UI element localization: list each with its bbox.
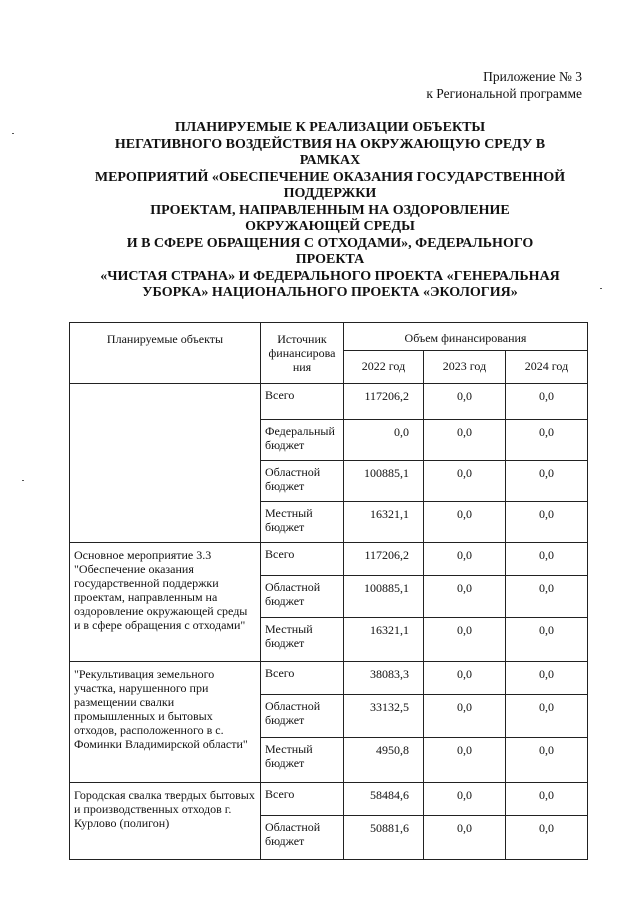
amount-cell-2024: 0,0 — [506, 662, 588, 695]
amount-cell-2024: 0,0 — [506, 816, 588, 860]
planned-object-cell: Городская свалка твердых бытовых и производственных отходов г. Курлово (полигон) — [70, 783, 261, 860]
header-source: Источник финансирова ния — [261, 323, 344, 384]
amount-cell-2022: 38083,3 — [344, 662, 424, 695]
title-line: НЕГАТИВНОГО ВОЗДЕЙСТВИЯ НА ОКРУЖАЮЩУЮ СРЕДУ В — [114, 136, 546, 152]
amount-cell-2023: 0,0 — [424, 783, 506, 816]
header-funding: Объем финансирования — [344, 323, 588, 351]
amount-cell-2024: 0,0 — [506, 461, 588, 502]
appendix-number: Приложение № 3 — [483, 69, 582, 84]
document-title — [70, 120, 590, 302]
funding-source-cell: Всего — [261, 384, 344, 420]
table-row — [70, 662, 588, 695]
amount-cell-2023: 0,0 — [424, 618, 506, 662]
amount-cell-2023: 0,0 — [424, 576, 506, 618]
header-objects: Планируемые объекты — [70, 323, 261, 384]
title-line: И В СФЕРЕ ОБРАЩЕНИЯ С ОТХОДАМИ», ФЕДЕРАЛЬНОГО — [126, 235, 534, 251]
header-year-2022: 2022 год — [344, 351, 424, 384]
amount-cell-2022: 33132,5 — [344, 695, 424, 738]
scan-speck — [12, 133, 14, 134]
amount-cell-2024: 0,0 — [506, 543, 588, 576]
amount-cell-2023: 0,0 — [424, 816, 506, 860]
title-line: РАМКАХ — [299, 153, 361, 168]
table-row — [70, 543, 588, 576]
amount-cell-2023: 0,0 — [424, 420, 506, 461]
title-line: ПЛАНИРУЕМЫЕ К РЕАЛИЗАЦИИ ОБЪЕКТЫ — [174, 120, 486, 135]
funding-source-cell: Местный бюджет — [261, 738, 344, 783]
funding-source-cell: Местный бюджет — [261, 618, 344, 662]
amount-cell-2024: 0,0 — [506, 738, 588, 783]
amount-cell-2024: 0,0 — [506, 576, 588, 618]
amount-cell-2022: 117206,2 — [344, 543, 424, 576]
funding-source-cell: Местный бюджет — [261, 502, 344, 543]
title-line: УБОРКА» НАЦИОНАЛЬНОГО ПРОЕКТА «ЭКОЛОГИЯ» — [142, 285, 518, 300]
planned-object-cell — [70, 384, 261, 543]
amount-cell-2023: 0,0 — [424, 384, 506, 420]
amount-cell-2023: 0,0 — [424, 502, 506, 543]
amount-cell-2022: 100885,1 — [344, 461, 424, 502]
funding-source-cell: Всего — [261, 783, 344, 816]
planned-object-cell: Основное мероприятие 3.3 "Обеспечение оказания государственной поддержки проектам, направленным на оздоровление окружающей среды и в сфере обращения с отходами" — [70, 543, 261, 662]
header-year-2023: 2023 год — [424, 351, 506, 384]
header-year-2024: 2024 год — [506, 351, 588, 384]
amount-cell-2024: 0,0 — [506, 384, 588, 420]
amount-cell-2023: 0,0 — [424, 695, 506, 738]
funding-source-cell: Областной бюджет — [261, 816, 344, 860]
funding-source-cell: Федеральный бюджет — [261, 420, 344, 461]
appendix-program: к Региональной программе — [426, 86, 582, 101]
amount-cell-2024: 0,0 — [506, 695, 588, 738]
amount-cell-2022: 100885,1 — [344, 576, 424, 618]
amount-cell-2022: 16321,1 — [344, 502, 424, 543]
funding-source-cell: Областной бюджет — [261, 576, 344, 618]
amount-cell-2022: 4950,8 — [344, 738, 424, 783]
amount-cell-2022: 50881,6 — [344, 816, 424, 860]
scan-speck — [600, 288, 602, 289]
amount-cell-2024: 0,0 — [506, 618, 588, 662]
title-line: ПОДДЕРЖКИ — [283, 186, 377, 201]
scan-speck — [22, 480, 24, 481]
amount-cell-2022: 16321,1 — [344, 618, 424, 662]
amount-cell-2022: 117206,2 — [344, 384, 424, 420]
title-line: ОКРУЖАЮЩЕЙ СРЕДЫ — [245, 219, 415, 234]
amount-cell-2024: 0,0 — [506, 783, 588, 816]
funding-source-cell: Областной бюджет — [261, 461, 344, 502]
amount-cell-2024: 0,0 — [506, 420, 588, 461]
amount-cell-2022: 0,0 — [344, 420, 424, 461]
funding-source-cell: Всего — [261, 662, 344, 695]
title-line: «ЧИСТАЯ СТРАНА» И ФЕДЕРАЛЬНОГО ПРОЕКТА «ГЕНЕРАЛЬНАЯ — [100, 268, 560, 284]
table-row — [70, 384, 588, 420]
amount-cell-2023: 0,0 — [424, 543, 506, 576]
funding-table — [69, 322, 588, 860]
funding-source-cell: Всего — [261, 543, 344, 576]
amount-cell-2023: 0,0 — [424, 662, 506, 695]
amount-cell-2023: 0,0 — [424, 461, 506, 502]
table-row — [70, 783, 588, 816]
planned-object-cell: "Рекультивация земельного участка, нарушенного при размещении свалки промышленных и бытовых отходов, расположенного в с. Фоминки Владимирской области" — [70, 662, 261, 783]
amount-cell-2023: 0,0 — [424, 738, 506, 783]
amount-cell-2024: 0,0 — [506, 502, 588, 543]
title-line: МЕРОПРИЯТИЙ «ОБЕСПЕЧЕНИЕ ОКАЗАНИЯ ГОСУДАРСТВЕННОЙ — [94, 169, 566, 185]
funding-source-cell: Областной бюджет — [261, 695, 344, 738]
title-line: ПРОЕКТА — [295, 252, 365, 267]
title-line: ПРОЕКТАМ, НАПРАВЛЕННЫМ НА ОЗДОРОВЛЕНИЕ — [150, 202, 510, 218]
appendix-caption — [426, 68, 582, 102]
amount-cell-2022: 58484,6 — [344, 783, 424, 816]
